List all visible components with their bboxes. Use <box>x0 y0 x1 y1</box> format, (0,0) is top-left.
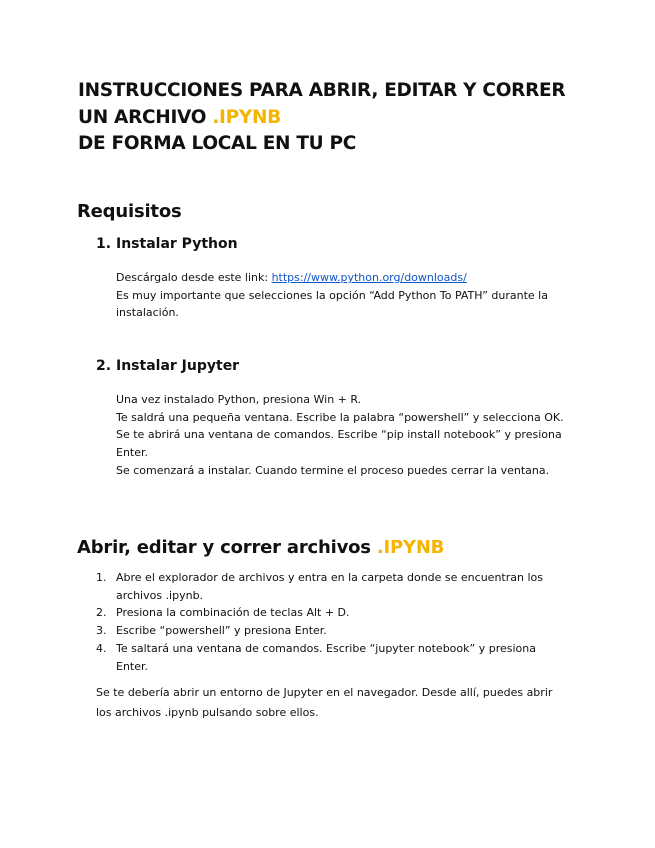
list-item-number: 2. <box>96 606 107 620</box>
list-item-text: Te saltará una ventana de comandos. Escribe “jupyter notebook” y presiona <box>116 641 536 655</box>
title-ipynb-accent: .IPYNB <box>212 106 281 128</box>
jupyter-line: Enter. <box>116 446 149 460</box>
jupyter-line: Una vez instalado Python, presiona Win + R. <box>116 393 362 406</box>
list-item-number: 1. <box>96 571 107 584</box>
list-item-text: Abre el explorador de archivos y entra en la carpeta donde se encuentran los <box>116 571 543 584</box>
closing-line: Se te debería abrir un entorno de Jupyter en el navegador. Desde allí, puedes abrir <box>96 686 553 699</box>
step-python-body <box>116 269 586 322</box>
document-title <box>78 78 618 158</box>
list-item-text: archivos .ipynb. <box>116 588 204 602</box>
step-number: 2. <box>96 358 112 374</box>
abrir-heading-prefix: Abrir, editar y correr archivos <box>77 537 377 558</box>
jupyter-line: Se te abrirá una ventana de comandos. Escribe “pip install notebook” y presiona <box>116 428 562 442</box>
list-item-number: 3. <box>96 624 107 638</box>
list-item-text: Presiona la combinación de teclas Alt + D. <box>116 606 350 620</box>
step-heading-python <box>96 235 238 253</box>
list-item-text: Escribe “powershell” y presiona Enter. <box>116 624 327 638</box>
abrir-heading <box>77 537 444 559</box>
step-title: Instalar Python <box>116 236 238 252</box>
list-item-number: 4. <box>96 641 107 655</box>
step-number: 1. <box>96 236 112 252</box>
python-path-note: Es muy importante que selecciones la opción “Add Python To PATH” durante la <box>116 288 548 302</box>
step-heading-jupyter <box>96 357 239 375</box>
list-item-text: Enter. <box>116 659 149 673</box>
title-line-1: INSTRUCCIONES PARA ABRIR, EDITAR Y CORRER <box>78 80 566 101</box>
abrir-heading-accent: .IPYNB <box>376 537 445 558</box>
closing-line: los archivos .ipynb pulsando sobre ellos. <box>96 705 319 719</box>
requisitos-heading: Requisitos <box>77 201 182 222</box>
title-line-2-prefix: UN ARCHIVO <box>78 106 213 128</box>
python-download-line <box>116 269 586 287</box>
jupyter-line: Se comenzará a instalar. Cuando termine el proceso puedes cerrar la ventana. <box>116 463 550 477</box>
list-item <box>96 604 566 622</box>
closing-paragraph <box>96 683 586 722</box>
python-download-prefix: Descárgalo desde este link: <box>116 271 272 284</box>
abrir-steps-list <box>96 569 566 675</box>
step-title: Instalar Jupyter <box>116 358 240 374</box>
list-item <box>96 622 566 640</box>
jupyter-line: Te saldrá una pequeña ventana. Escribe la palabra “powershell” y selecciona OK. <box>116 410 564 424</box>
step-jupyter-body <box>116 391 586 480</box>
list-item <box>96 569 566 604</box>
python-download-link[interactable]: https://www.python.org/downloads/ <box>271 271 467 284</box>
title-line-2 <box>78 105 618 132</box>
list-item <box>96 640 566 675</box>
python-path-note-cont: instalación. <box>116 306 179 320</box>
title-line-3: DE FORMA LOCAL EN TU PC <box>78 133 357 154</box>
